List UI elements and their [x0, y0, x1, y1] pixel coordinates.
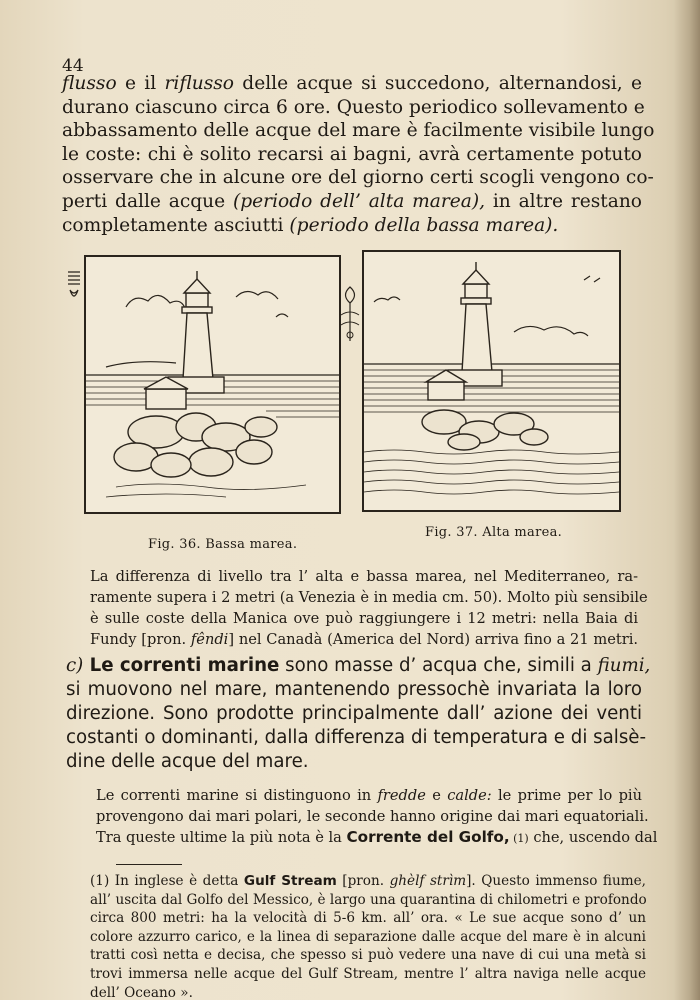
term-correnti-marine: Le correnti marine	[83, 655, 280, 676]
text-run: ] nel Canadà (America del Nord) arriva fino a 21 metri.	[228, 631, 639, 648]
currents-line-4: costanti o dominanti, dalla differenza di temperatura e di salsè-	[66, 727, 647, 748]
decorative-ornament	[337, 285, 363, 345]
text-run: delle acque si succedono, alternandosi, e	[234, 73, 642, 94]
term-bassa-marea: (periodo della bassa marea).	[289, 214, 559, 236]
intro-line-7	[62, 214, 642, 238]
text-run: Le correnti marine si distinguono in	[96, 787, 378, 804]
term-alta-marea: (periodo dell’ alta marea),	[233, 190, 485, 212]
currents-paragraph	[66, 654, 651, 774]
footnote-line-7: dell’ Oceano ».	[90, 984, 193, 1000]
text-run: sono masse d’ acqua che, simili a	[279, 655, 598, 676]
intro-line-3: abbassamento delle acque del mare è facilmente visibile lungo	[62, 120, 655, 142]
text-run: perti dalle acque	[62, 190, 234, 212]
currents-line-1	[66, 654, 651, 678]
currents-line-2: si muovono nel mare, mantenendo pressochè invariata la loro	[66, 679, 642, 700]
text-run: in altre restano	[484, 190, 642, 212]
term-riflusso: riflusso	[164, 73, 234, 94]
intro-line-4: le coste: chi è solito recarsi ai bagni, avrà certamente potuto	[62, 143, 642, 165]
page-number: 44	[62, 56, 84, 76]
currents-line-5: dine delle acque del mare.	[66, 751, 309, 772]
term-flusso: flusso	[62, 73, 117, 94]
footnote-rule	[116, 864, 182, 865]
footnote-line-5: tratti così netta e decisa, che spesso si può vedere una nave di cui una metà si	[90, 947, 646, 964]
figure-37-caption: Fig. 37. Alta marea.	[425, 525, 563, 540]
footnote-line-3: circa 800 metri: ha la velocità di 5-6 km. all’ ora. « Le sue acque sono d’ un	[90, 910, 646, 927]
intro-paragraph	[62, 72, 655, 237]
section-label: c)	[66, 655, 84, 676]
term-fiumi: fiumi,	[597, 655, 651, 676]
footnote	[90, 872, 646, 1000]
text-run: completamente asciutti	[62, 214, 290, 236]
cold-warm-line-1	[96, 785, 642, 806]
text-run: le prime per lo più	[491, 787, 642, 804]
cold-warm-line-2: provengono dai mari polari, le seconde hanno origine dai mari equatoriali.	[96, 808, 649, 825]
footnote-line-4: colore azzurro carico, e la linea di separazione dalle acque del mare è in alcuni	[90, 928, 646, 945]
footnote-line-1	[90, 872, 646, 891]
text-run: ]. Questo immenso fiume,	[466, 873, 646, 889]
tide-line-3: è sulle coste della Manica ove può raggiungere i 12 metri: nella Baia di	[90, 610, 638, 627]
intro-line-1	[62, 72, 642, 96]
tide-line-1: La differenza di livello tra l’ alta e bassa marea, nel Mediterraneo, ra-	[90, 568, 638, 585]
text-run: che, uscendo dal	[528, 829, 658, 846]
footnote-marker: (1)	[509, 832, 529, 845]
lighthouse-high-tide-illustration	[364, 252, 619, 510]
text-run: Fundy [pron.	[90, 631, 191, 648]
cold-warm-line-3	[96, 827, 658, 849]
cold-warm-paragraph	[96, 785, 658, 849]
footnote-line-2: all’ uscita dal Golfo del Messico, è largo una quarantina di chilometri e profondo	[90, 891, 647, 908]
figure-36-low-tide	[84, 255, 341, 514]
intro-line-5: osservare che in alcune ore del giorno certi scogli vengono co-	[62, 167, 654, 189]
pronunciation-fendi: fêndi	[190, 631, 229, 648]
term-gulf-stream: Gulf Stream	[243, 873, 337, 889]
term-corrente-del-golfo: Corrente del Golfo,	[346, 828, 510, 846]
text-run: e	[425, 787, 448, 804]
intro-line-2: durano ciascuno circa 6 ore. Questo periodico sollevamento e	[62, 96, 645, 118]
tide-line-4	[90, 629, 638, 650]
pronunciation-gulf-stream: ghèlf strìm	[389, 873, 467, 889]
text-run: (1) In inglese è detta	[90, 873, 244, 889]
figure-36-caption: Fig. 36. Bassa marea.	[148, 537, 298, 552]
page-edge-shadow	[674, 0, 700, 1000]
intro-line-6	[62, 190, 642, 214]
text-run: e il	[116, 73, 165, 94]
lighthouse-low-tide-illustration	[86, 257, 339, 512]
text-run: [pron.	[336, 873, 390, 889]
term-calde: calde:	[447, 787, 492, 804]
footnote-line-6: trovi immersa nelle acque del Gulf Stream, mentre l’ altra naviga nelle acque	[90, 965, 646, 982]
tide-line-2: ramente supera i 2 metri (a Venezia è in media cm. 50). Molto più sensibile	[90, 589, 648, 606]
figure-37-high-tide	[362, 250, 621, 512]
tide-difference-paragraph	[90, 566, 648, 650]
currents-line-3: direzione. Sono prodotte principalmente dall’ azione dei venti	[66, 703, 642, 724]
text-run: Tra queste ultime la più nota è la	[96, 829, 347, 846]
term-fredde: fredde	[377, 787, 426, 804]
margin-ornament	[66, 268, 82, 308]
